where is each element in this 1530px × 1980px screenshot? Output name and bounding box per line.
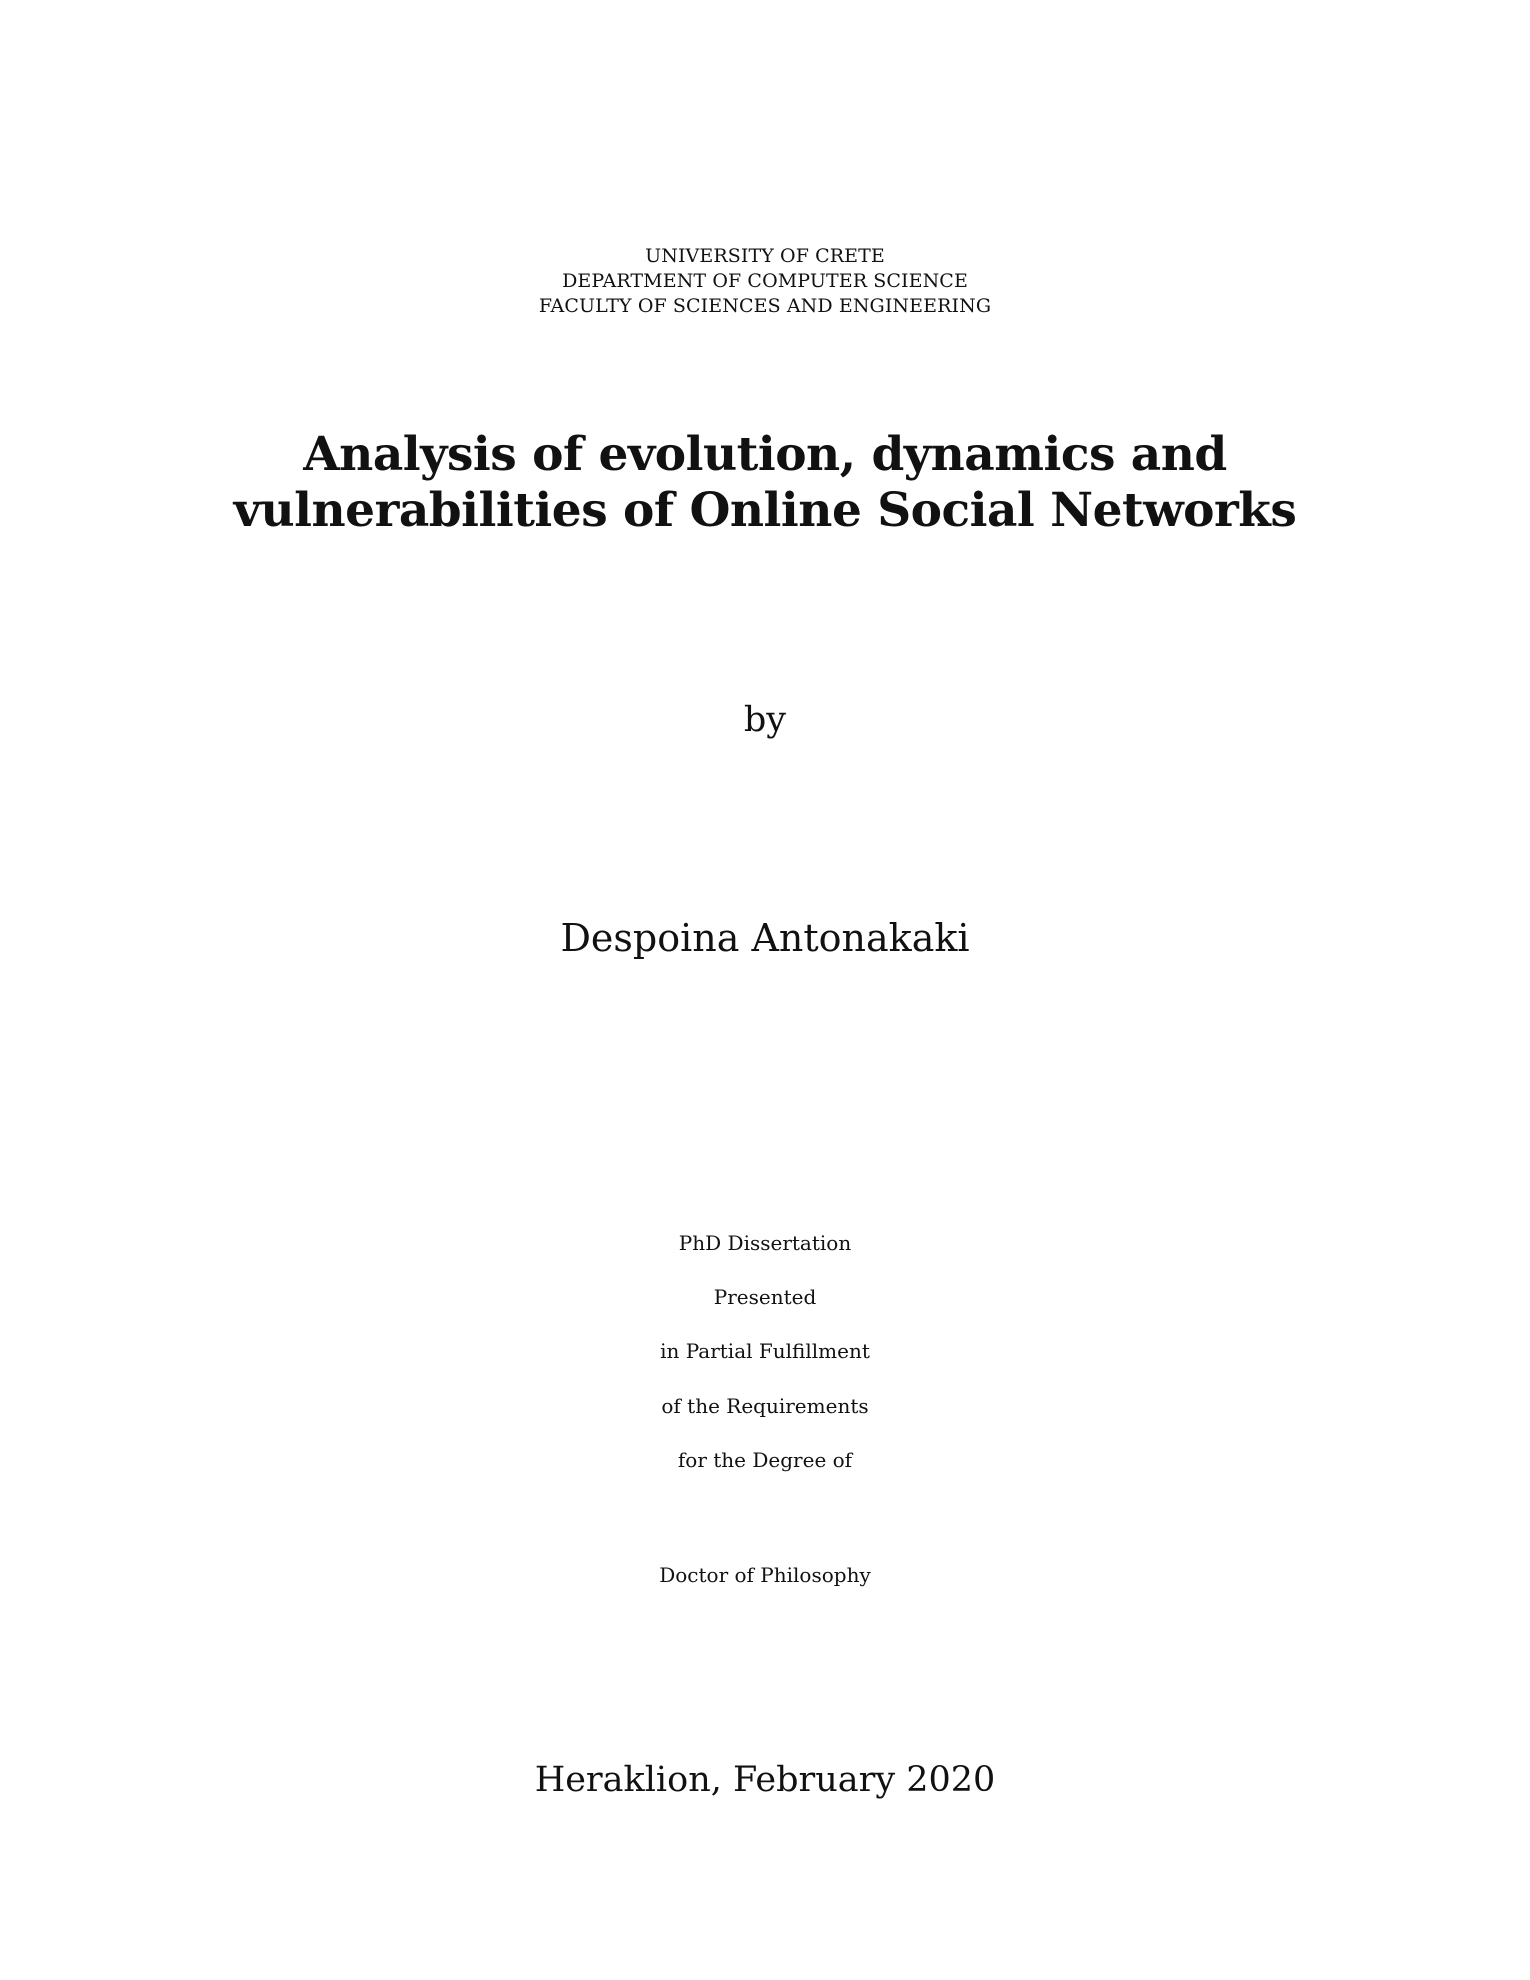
department-name: DEPARTMENT OF COMPUTER SCIENCE bbox=[562, 270, 968, 292]
university-name: UNIVERSITY OF CRETE bbox=[645, 245, 885, 267]
degree-name: Doctor of Philosophy bbox=[659, 1563, 871, 1587]
degree-statement-line-1: PhD Dissertation bbox=[678, 1231, 852, 1255]
degree-statement-line-5: for the Degree of bbox=[677, 1448, 853, 1472]
degree-statement-line-3: in Partial Fulfillment bbox=[660, 1339, 870, 1363]
degree-statement-line-2: Presented bbox=[713, 1285, 817, 1309]
author-name: Despoina Antonakaki bbox=[560, 916, 970, 960]
faculty-name: FACULTY OF SCIENCES AND ENGINEERING bbox=[538, 295, 992, 317]
place-and-date: Heraklion, February 2020 bbox=[534, 1760, 996, 1800]
thesis-title-line-2: vulnerabilities of Online Social Networks bbox=[233, 483, 1297, 538]
by-label: by bbox=[743, 700, 787, 740]
degree-statement-line-4: of the Requirements bbox=[661, 1394, 869, 1418]
thesis-title-line-1: Analysis of evolution, dynamics and bbox=[303, 427, 1227, 482]
